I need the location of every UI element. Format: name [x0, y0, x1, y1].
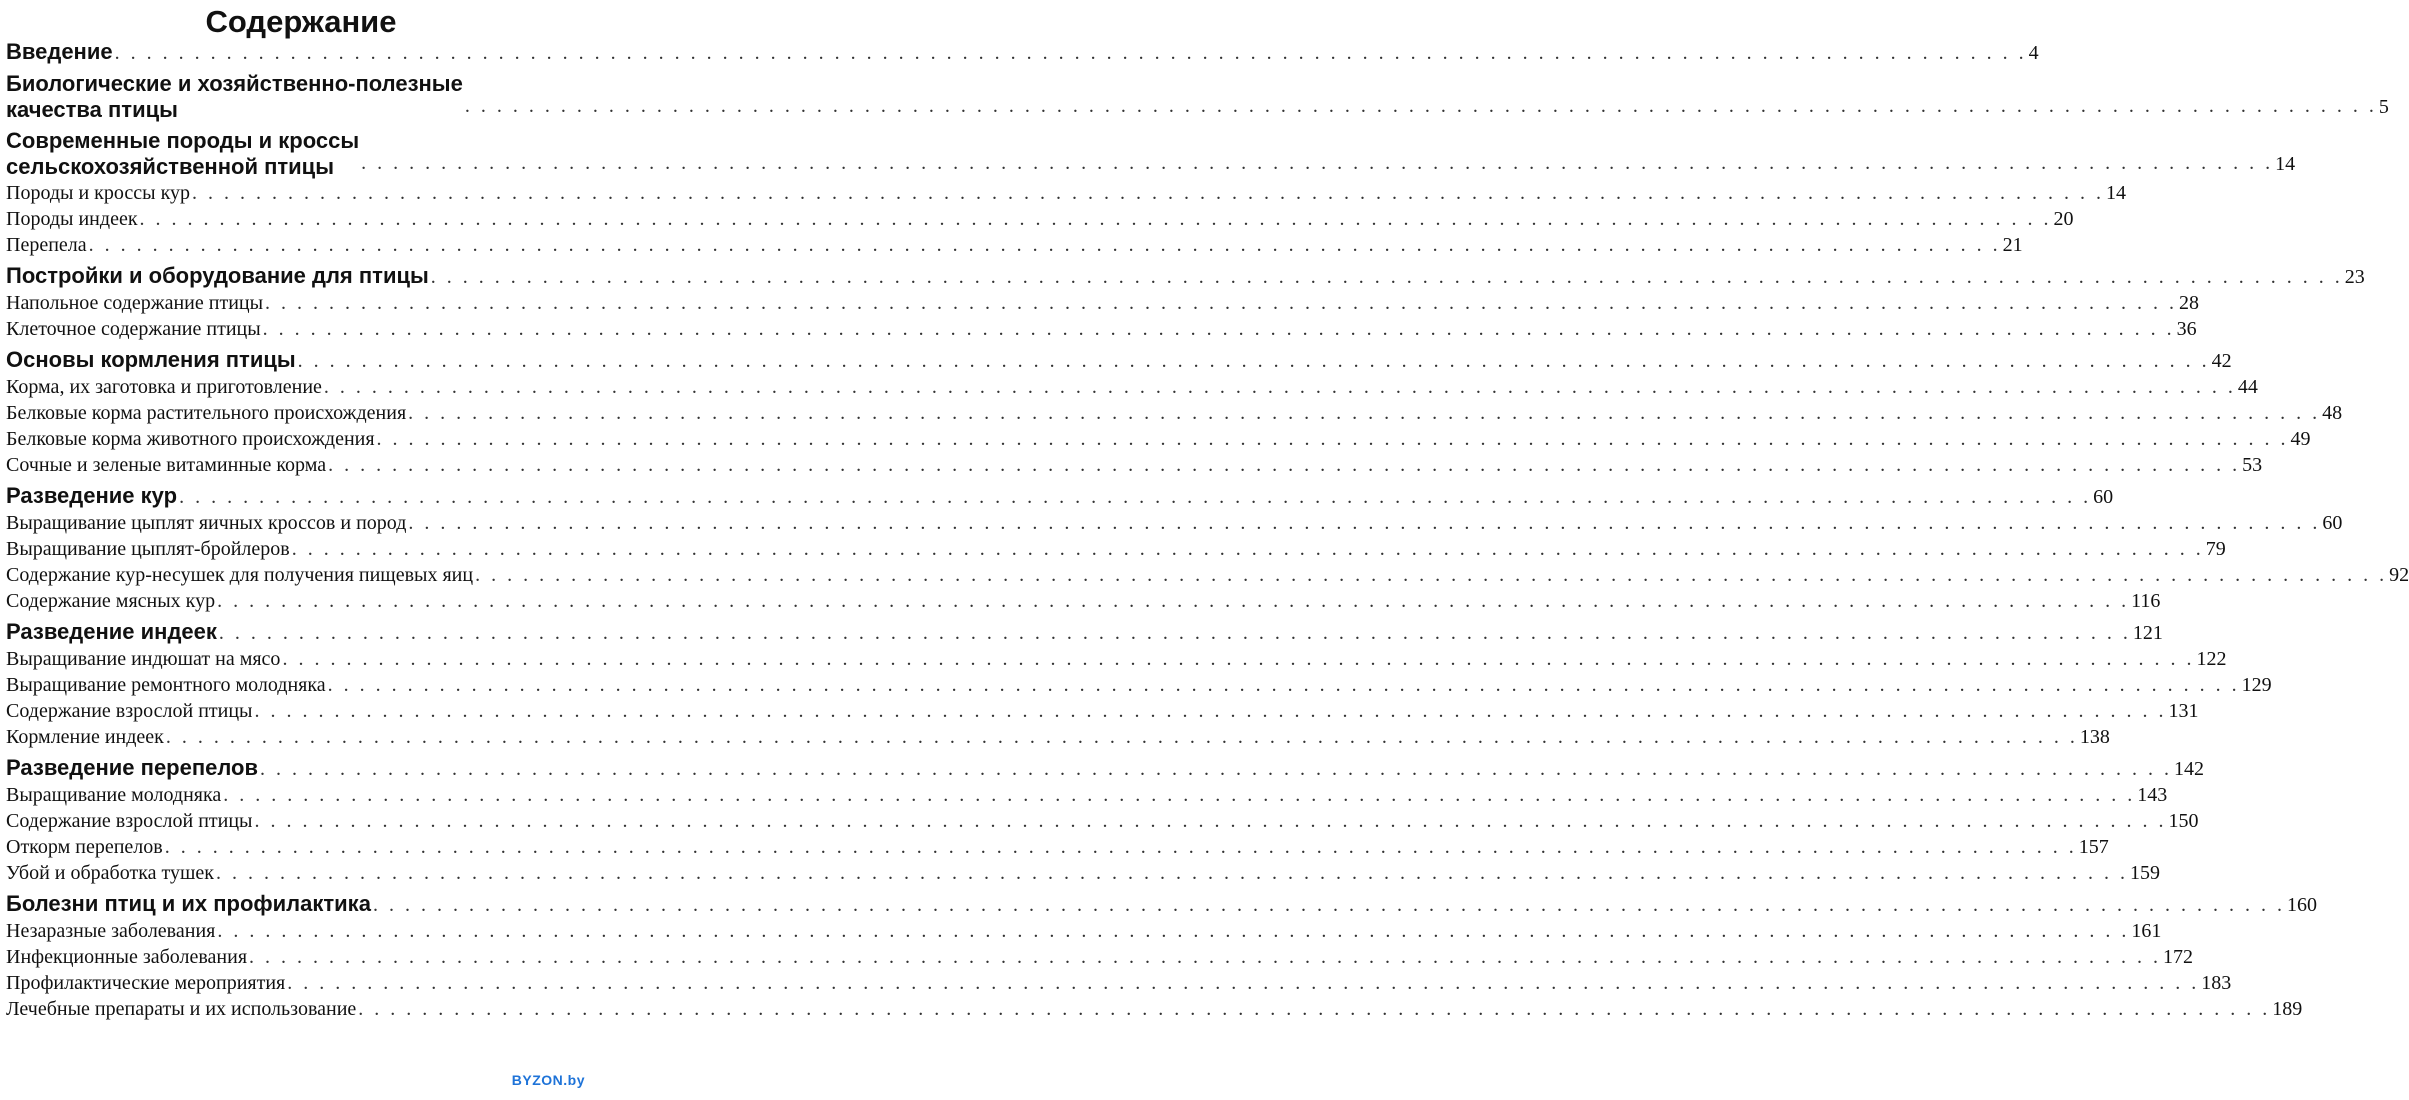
toc-section[interactable] — [6, 263, 2365, 290]
dot-leader: . . . . . . . . . . . . . . . . . . . . . . . . . . . . . . . . . . . . . . . . . . . . . . . . . . . . . . . . . . . . . . . . . . . . . . . . . . . . . . . . . . . . . . . . . . . . . . . . . . . . . . . . . . . . . . . . . . . . . . . . — [376, 428, 2289, 450]
subsection-title: Выращивание индюшат на мясо — [6, 648, 281, 670]
dot-leader: . . . . . . . . . . . . . . . . . . . . . . . . . . . . . . . . . . . . . . . . . . . . . . . . . . . . . . . . . . . . . . . . . . . . . . . . . . . . . . . . . . . . . . . . . . . . . . . . . . . . . . . . . . . . . . . . . . . . . . . . — [287, 972, 2200, 994]
toc-subsection[interactable] — [6, 588, 2161, 614]
page-number: 5 — [2378, 96, 2389, 118]
page-number: 53 — [2242, 454, 2263, 476]
subsection-title: Убой и обработка тушек — [6, 862, 214, 884]
section-title: Введение — [6, 39, 113, 64]
toc-subsection[interactable] — [6, 316, 2197, 342]
subsection-title: Клеточное содержание птицы — [6, 318, 261, 340]
subsection-title: Выращивание молодняка — [6, 784, 222, 806]
toc-subsection[interactable] — [6, 808, 2199, 834]
subsection-title: Откорм перепелов — [6, 836, 163, 858]
page-number: 138 — [2079, 726, 2110, 748]
page-number: 157 — [2078, 836, 2109, 858]
toc-section[interactable] — [6, 755, 2205, 782]
dot-leader: . . . . . . . . . . . . . . . . . . . . . . . . . . . . . . . . . . . . . . . . . . . . . . . . . . . . . . . . . . . . . . . . . . . . . . . . . . . . . . . . . . . . . . . . . . . . . . . . . . . . . . . . . . . . . . . . . . . . . . . . — [215, 862, 2128, 884]
subsection-title: Содержание кур-несушек для получения пищевых яиц — [6, 564, 474, 586]
page-number: 172 — [2163, 946, 2194, 968]
dot-leader: . . . . . . . . . . . . . . . . . . . . . . . . . . . . . . . . . . . . . . . . . . . . . . . . . . . . . . . . . . . . . . . . . . . . . . . . . . . . . . . . . . . . . . . . . . . . . . . . . . . . . . . . . . . . . . . . . . . . . . . . — [361, 152, 2274, 174]
page-number: 28 — [2179, 292, 2200, 314]
page-number: 44 — [2237, 376, 2258, 398]
subsection-title: Незаразные заболевания — [6, 920, 216, 942]
toc-subsection[interactable] — [6, 206, 2074, 232]
page-number: 129 — [2241, 674, 2272, 696]
toc-section[interactable] — [6, 39, 2039, 66]
toc-subsection[interactable] — [6, 698, 2199, 724]
toc-subsection[interactable] — [6, 510, 2343, 536]
page-number: 49 — [2290, 428, 2311, 450]
section-title-line: сельскохозяйственной птицы — [6, 154, 334, 179]
dot-leader: . . . . . . . . . . . . . . . . . . . . . . . . . . . . . . . . . . . . . . . . . . . . . . . . . . . . . . . . . . . . . . . . . . . . . . . . . . . . . . . . . . . . . . . . . . . . . . . . . . . . . . . . . . . . . . . . . . . . . . . . — [328, 454, 2241, 476]
dot-leader: . . . . . . . . . . . . . . . . . . . . . . . . . . . . . . . . . . . . . . . . . . . . . . . . . . . . . . . . . . . . . . . . . . . . . . . . . . . . . . . . . . . . . . . . . . . . . . . . . . . . . . . . . . . . . . . . . . . . . . . . — [217, 920, 2130, 942]
page-number: 60 — [2093, 486, 2114, 508]
dot-leader: . . . . . . . . . . . . . . . . . . . . . . . . . . . . . . . . . . . . . . . . . . . . . . . . . . . . . . . . . . . . . . . . . . . . . . . . . . . . . . . . . . . . . . . . . . . . . . . . . . . . . . . . . . . . . . . . . . . . . . . . — [372, 894, 2285, 916]
toc-subsection[interactable] — [6, 290, 2200, 316]
section-title: Разведение перепелов — [6, 755, 259, 780]
toc-section[interactable] — [6, 347, 2232, 374]
toc-subsection[interactable] — [6, 536, 2226, 562]
table-of-contents — [6, 39, 2409, 1022]
dot-leader: . . . . . . . . . . . . . . . . . . . . . . . . . . . . . . . . . . . . . . . . . . . . . . . . . . . . . . . . . . . . . . . . . . . . . . . . . . . . . . . . . . . . . . . . . . . . . . . . . . . . . . . . . . . . . . . . . . . . . . . . — [217, 590, 2130, 612]
toc-subsection[interactable] — [6, 452, 2263, 478]
dot-leader: . . . . . . . . . . . . . . . . . . . . . . . . . . . . . . . . . . . . . . . . . . . . . . . . . . . . . . . . . . . . . . . . . . . . . . . . . . . . . . . . . . . . . . . . . . . . . . . . . . . . . . . . . . . . . . . . . . . . . . . . — [192, 182, 2105, 204]
dot-leader: . . . . . . . . . . . . . . . . . . . . . . . . . . . . . . . . . . . . . . . . . . . . . . . . . . . . . . . . . . . . . . . . . . . . . . . . . . . . . . . . . . . . . . . . . . . . . . . . . . . . . . . . . . . . . . . . . . . . . . . . — [223, 784, 2136, 806]
subsection-title: Инфекционные заболевания — [6, 946, 248, 968]
subsection-title: Белковые корма животного происхождения — [6, 428, 375, 450]
subsection-title: Породы индеек — [6, 208, 138, 230]
section-title-line: Современные породы и кроссы — [6, 128, 360, 153]
dot-leader: . . . . . . . . . . . . . . . . . . . . . . . . . . . . . . . . . . . . . . . . . . . . . . . . . . . . . . . . . . . . . . . . . . . . . . . . . . . . . . . . . . . . . . . . . . . . . . . . . . . . . . . . . . . . . . . . . . . . . . . . — [249, 946, 2162, 968]
section-title-line: Биологические и хозяйственно-полезные — [6, 71, 463, 96]
page-number: 143 — [2137, 784, 2168, 806]
page-number: 92 — [2389, 564, 2409, 586]
toc-subsection[interactable] — [6, 562, 2409, 588]
dot-leader: . . . . . . . . . . . . . . . . . . . . . . . . . . . . . . . . . . . . . . . . . . . . . . . . . . . . . . . . . . . . . . . . . . . . . . . . . . . . . . . . . . . . . . . . . . . . . . . . . . . . . . . . . . . . . . . . . . . . . . . . — [88, 234, 2001, 256]
toc-subsection[interactable] — [6, 426, 2311, 452]
page-number: 160 — [2286, 894, 2317, 916]
page-title: Содержание — [205, 4, 397, 39]
subsection-title: Выращивание цыплят-бройлеров — [6, 538, 290, 560]
subsection-title: Напольное содержание птицы — [6, 292, 264, 314]
subsection-title: Профилактические мероприятия — [6, 972, 286, 994]
subsection-title: Выращивание ремонтного молодняка — [6, 674, 326, 696]
toc-subsection[interactable] — [6, 834, 2109, 860]
page-number: 14 — [2106, 182, 2127, 204]
toc-section[interactable] — [6, 891, 2317, 918]
page-number: 116 — [2131, 590, 2161, 612]
section-title: Разведение индеек — [6, 619, 217, 644]
page-number: 42 — [2211, 350, 2232, 372]
dot-leader: . . . . . . . . . . . . . . . . . . . . . . . . . . . . . . . . . . . . . . . . . . . . . . . . . . . . . . . . . . . . . . . . . . . . . . . . . . . . . . . . . . . . . . . . . . . . . . . . . . . . . . . . . . . . . . . . . . . . . . . . — [139, 208, 2052, 230]
subsection-title: Породы и кроссы кур — [6, 182, 191, 204]
toc-section[interactable] — [6, 483, 2114, 510]
page-number: 183 — [2201, 972, 2232, 994]
page-number: 21 — [2002, 234, 2023, 256]
dot-leader: . . . . . . . . . . . . . . . . . . . . . . . . . . . . . . . . . . . . . . . . . . . . . . . . . . . . . . . . . . . . . . . . . . . . . . . . . . . . . . . . . . . . . . . . . . . . . . . . . . . . . . . . . . . . . . . . . . . . . . . . — [408, 512, 2321, 534]
toc-subsection[interactable] — [6, 232, 2023, 258]
subsection-title: Кормление индеек — [6, 726, 164, 748]
dot-leader: . . . . . . . . . . . . . . . . . . . . . . . . . . . . . . . . . . . . . . . . . . . . . . . . . . . . . . . . . . . . . . . . . . . . . . . . . . . . . . . . . . . . . . . . . . . . . . . . . . . . . . . . . . . . . . . . . . . . . . . . — [430, 266, 2343, 288]
dot-leader: . . . . . . . . . . . . . . . . . . . . . . . . . . . . . . . . . . . . . . . . . . . . . . . . . . . . . . . . . . . . . . . . . . . . . . . . . . . . . . . . . . . . . . . . . . . . . . . . . . . . . . . . . . . . . . . . . . . . . . . . — [114, 42, 2027, 64]
page-number: 121 — [2132, 622, 2163, 644]
page-number: 14 — [2275, 153, 2296, 175]
dot-leader: . . . . . . . . . . . . . . . . . . . . . . . . . . . . . . . . . . . . . . . . . . . . . . . . . . . . . . . . . . . . . . . . . . . . . . . . . . . . . . . . . . . . . . . . . . . . . . . . . . . . . . . . . . . . . . . . . . . . . . . . — [323, 376, 2236, 398]
page-number: 23 — [2344, 266, 2365, 288]
page-number: 4 — [2028, 42, 2039, 64]
subsection-title: Выращивание цыплят яичных кроссов и пород — [6, 512, 407, 534]
dot-leader: . . . . . . . . . . . . . . . . . . . . . . . . . . . . . . . . . . . . . . . . . . . . . . . . . . . . . . . . . . . . . . . . . . . . . . . . . . . . . . . . . . . . . . . . . . . . . . . . . . . . . . . . . . . . . . . . . . . . . . . . — [262, 318, 2175, 340]
section-title-line: качества птицы — [6, 97, 178, 122]
subsection-title: Белковые корма растительного происхождения — [6, 402, 407, 424]
page-number: 131 — [2168, 700, 2199, 722]
section-title: Болезни птиц и их профилактика — [6, 891, 371, 916]
dot-leader: . . . . . . . . . . . . . . . . . . . . . . . . . . . . . . . . . . . . . . . . . . . . . . . . . . . . . . . . . . . . . . . . . . . . . . . . . . . . . . . . . . . . . . . . . . . . . . . . . . . . . . . . . . . . . . . . . . . . . . . . — [327, 674, 2240, 696]
section-title: Постройки и оборудование для птицы — [6, 263, 429, 288]
subsection-title: Корма, их заготовка и приготовление — [6, 376, 322, 398]
toc-section[interactable] — [6, 71, 2389, 123]
dot-leader: . . . . . . . . . . . . . . . . . . . . . . . . . . . . . . . . . . . . . . . . . . . . . . . . . . . . . . . . . . . . . . . . . . . . . . . . . . . . . . . . . . . . . . . . . . . . . . . . . . . . . . . . . . . . . . . . . . . . . . . . — [254, 810, 2167, 832]
dot-leader: . . . . . . . . . . . . . . . . . . . . . . . . . . . . . . . . . . . . . . . . . . . . . . . . . . . . . . . . . . . . . . . . . . . . . . . . . . . . . . . . . . . . . . . . . . . . . . . . . . . . . . . . . . . . . . . . . . . . . . . . — [218, 622, 2131, 644]
dot-leader: . . . . . . . . . . . . . . . . . . . . . . . . . . . . . . . . . . . . . . . . . . . . . . . . . . . . . . . . . . . . . . . . . . . . . . . . . . . . . . . . . . . . . . . . . . . . . . . . . . . . . . . . . . . . . . . . . . . . . . . . — [254, 700, 2167, 722]
page-number: 150 — [2168, 810, 2199, 832]
toc-page — [6, 0, 2409, 1022]
dot-leader: . . . . . . . . . . . . . . . . . . . . . . . . . . . . . . . . . . . . . . . . . . . . . . . . . . . . . . . . . . . . . . . . . . . . . . . . . . . . . . . . . . . . . . . . . . . . . . . . . . . . . . . . . . . . . . . . . . . . . . . . — [408, 402, 2321, 424]
page-number: 159 — [2129, 862, 2160, 884]
subsection-title: Перепела — [6, 234, 87, 256]
toc-subsection[interactable] — [6, 374, 2258, 400]
section-title: Основы кормления птицы — [6, 347, 296, 372]
dot-leader: . . . . . . . . . . . . . . . . . . . . . . . . . . . . . . . . . . . . . . . . . . . . . . . . . . . . . . . . . . . . . . . . . . . . . . . . . . . . . . . . . . . . . . . . . . . . . . . . . . . . . . . . . . . . . . . . . . . . . . . . — [260, 758, 2173, 780]
toc-section[interactable] — [6, 128, 2296, 180]
toc-subsection[interactable] — [6, 918, 2162, 944]
dot-leader: . . . . . . . . . . . . . . . . . . . . . . . . . . . . . . . . . . . . . . . . . . . . . . . . . . . . . . . . . . . . . . . . . . . . . . . . . . . . . . . . . . . . . . . . . . . . . . . . . . . . . . . . . . . . . . . . . . . . . . . . — [165, 726, 2078, 748]
toc-section[interactable] — [6, 619, 2163, 646]
toc-subsection[interactable] — [6, 646, 2227, 672]
watermark: BYZON.by — [511, 1072, 585, 1088]
toc-subsection[interactable] — [6, 180, 2127, 206]
dot-leader: . . . . . . . . . . . . . . . . . . . . . . . . . . . . . . . . . . . . . . . . . . . . . . . . . . . . . . . . . . . . . . . . . . . . . . . . . . . . . . . . . . . . . . . . . . . . . . . . . . . . . . . . . . . . . . . . . . . . . . . . — [265, 292, 2178, 314]
page-number: 161 — [2131, 920, 2162, 942]
subsection-title: Сочные и зеленые витаминные корма — [6, 454, 327, 476]
toc-subsection[interactable] — [6, 944, 2194, 970]
toc-subsection[interactable] — [6, 860, 2160, 886]
page-number: 79 — [2205, 538, 2226, 560]
toc-subsection[interactable] — [6, 400, 2343, 426]
toc-subsection[interactable] — [6, 672, 2272, 698]
subsection-title: Содержание взрослой птицы — [6, 700, 253, 722]
subsection-title: Лечебные препараты и их использование — [6, 998, 357, 1020]
dot-leader: . . . . . . . . . . . . . . . . . . . . . . . . . . . . . . . . . . . . . . . . . . . . . . . . . . . . . . . . . . . . . . . . . . . . . . . . . . . . . . . . . . . . . . . . . . . . . . . . . . . . . . . . . . . . . . . . . . . . . . . . — [179, 486, 2092, 508]
toc-subsection[interactable] — [6, 970, 2232, 996]
page-number: 20 — [2053, 208, 2074, 230]
page-number: 142 — [2174, 758, 2205, 780]
dot-leader: . . . . . . . . . . . . . . . . . . . . . . . . . . . . . . . . . . . . . . . . . . . . . . . . . . . . . . . . . . . . . . . . . . . . . . . . . . . . . . . . . . . . . . . . . . . . . . . . . . . . . . . . . . . . . . . . . . . . . . . . — [164, 836, 2077, 858]
page-number: 60 — [2322, 512, 2343, 534]
dot-leader: . . . . . . . . . . . . . . . . . . . . . . . . . . . . . . . . . . . . . . . . . . . . . . . . . . . . . . . . . . . . . . . . . . . . . . . . . . . . . . . . . . . . . . . . . . . . . . . . . . . . . . . . . . . . . . . . . . . . . . . . — [358, 998, 2271, 1020]
toc-subsection[interactable] — [6, 724, 2110, 750]
page-number: 122 — [2196, 648, 2227, 670]
dot-leader: . . . . . . . . . . . . . . . . . . . . . . . . . . . . . . . . . . . . . . . . . . . . . . . . . . . . . . . . . . . . . . . . . . . . . . . . . . . . . . . . . . . . . . . . . . . . . . . . . . . . . . . . . . . . . . . . . . . . . . . . — [464, 95, 2377, 117]
subsection-title: Содержание мясных кур — [6, 590, 216, 612]
dot-leader: . . . . . . . . . . . . . . . . . . . . . . . . . . . . . . . . . . . . . . . . . . . . . . . . . . . . . . . . . . . . . . . . . . . . . . . . . . . . . . . . . . . . . . . . . . . . . . . . . . . . . . . . . . . . . . . . . . . . . . . . — [282, 648, 2195, 670]
page-number: 36 — [2176, 318, 2197, 340]
toc-subsection[interactable] — [6, 996, 2303, 1022]
dot-leader: . . . . . . . . . . . . . . . . . . . . . . . . . . . . . . . . . . . . . . . . . . . . . . . . . . . . . . . . . . . . . . . . . . . . . . . . . . . . . . . . . . . . . . . . . . . . . . . . . . . . . . . . . . . . . . . . . . . . . . . . — [291, 538, 2204, 560]
section-title — [6, 128, 359, 180]
section-title — [6, 71, 463, 123]
toc-subsection[interactable] — [6, 782, 2168, 808]
dot-leader: . . . . . . . . . . . . . . . . . . . . . . . . . . . . . . . . . . . . . . . . . . . . . . . . . . . . . . . . . . . . . . . . . . . . . . . . . . . . . . . . . . . . . . . . . . . . . . . . . . . . . . . . . . . . . . . . . . . . . . . . — [475, 564, 2388, 586]
subsection-title: Содержание взрослой птицы — [6, 810, 253, 832]
page-number: 189 — [2272, 998, 2303, 1020]
dot-leader: . . . . . . . . . . . . . . . . . . . . . . . . . . . . . . . . . . . . . . . . . . . . . . . . . . . . . . . . . . . . . . . . . . . . . . . . . . . . . . . . . . . . . . . . . . . . . . . . . . . . . . . . . . . . . . . . . . . . . . . . — [297, 350, 2210, 372]
section-title: Разведение кур — [6, 483, 178, 508]
page-number: 48 — [2322, 402, 2343, 424]
